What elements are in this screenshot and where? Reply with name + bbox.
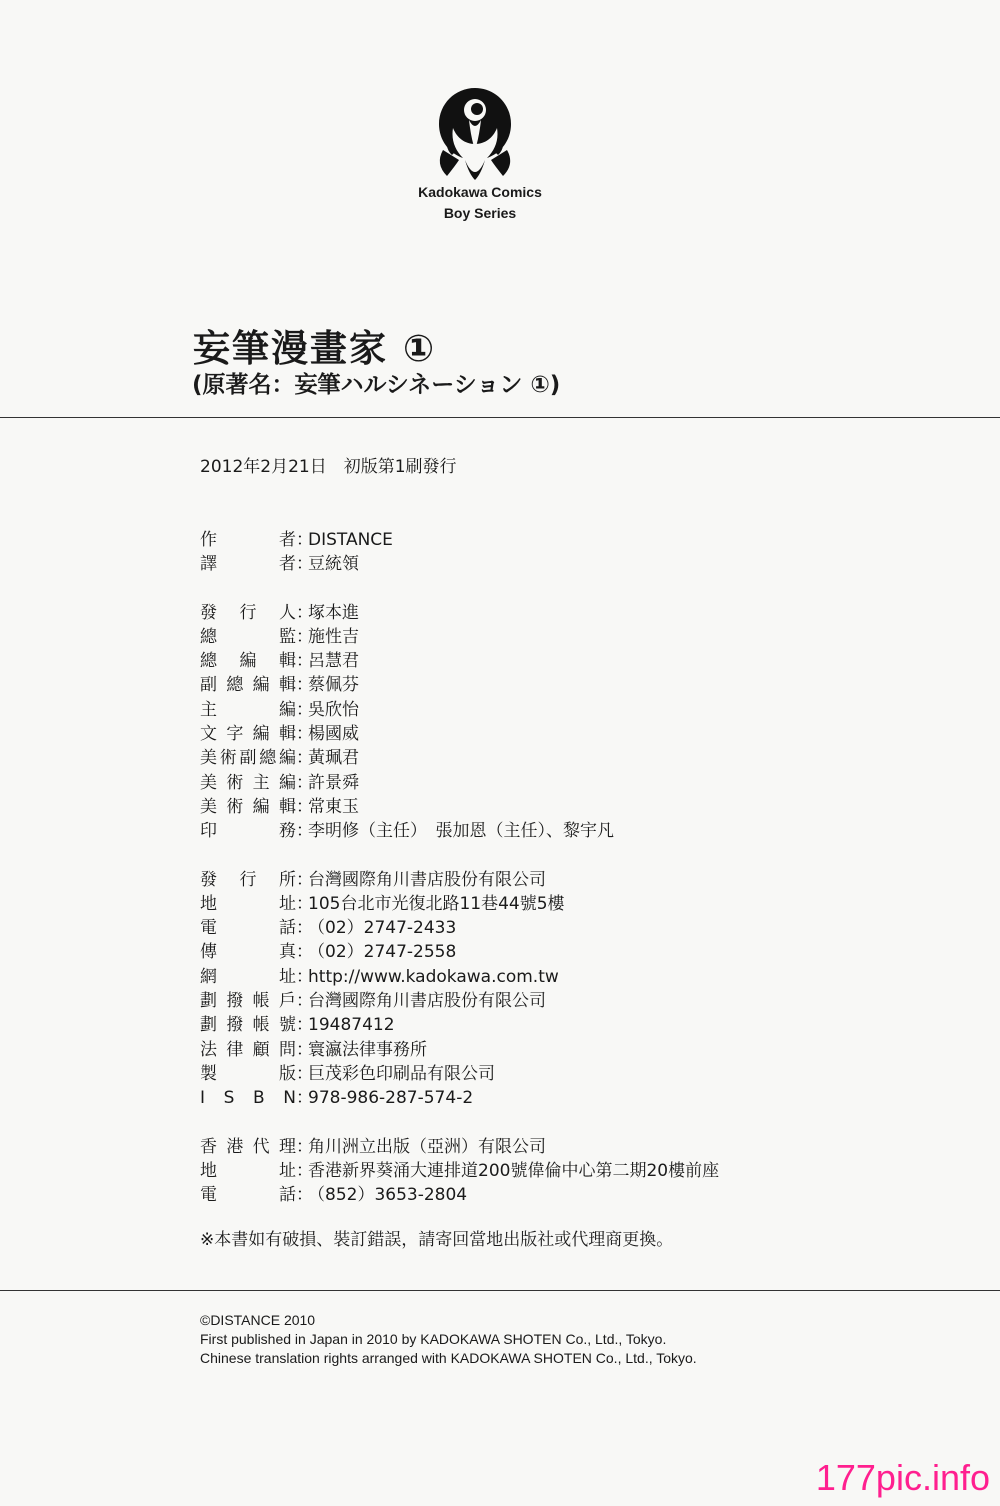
credit-row [200,940,719,964]
credit-separator: ： [296,1015,313,1036]
credit-value: 105台北市光復北路11巷44號5樓 [308,893,565,914]
credit-separator: ： [296,942,313,963]
credit-label: 印 務 [200,821,296,842]
credit-value: 常東玉 [308,796,359,817]
credit-separator: ： [296,675,313,696]
credit-row [200,965,719,989]
credits-group-hk-agent [200,1135,719,1208]
credit-row [200,795,719,819]
credit-row [200,1038,719,1062]
credit-value: 台灣國際角川書店股份有限公司 [308,991,546,1012]
credit-row [200,819,719,843]
credit-separator: ： [296,966,313,987]
group-spacer [200,844,719,868]
credit-row [200,892,719,916]
imprint-line-2: Boy Series [443,205,517,221]
credit-value: http://www.kadokawa.com.tw [308,966,559,987]
credit-row [200,916,719,940]
credit-row [200,771,719,795]
credit-value: （02）2747-2558 [308,942,457,963]
credit-separator: ： [296,530,313,550]
credit-separator: ： [296,991,313,1012]
credit-value: DISTANCE [308,530,393,550]
credit-value: 施性吉 [308,626,359,647]
credit-row [200,1062,719,1086]
credit-value: 巨茂彩色印刷品有限公司 [308,1063,495,1084]
credit-label: 劃 撥 帳 戶 [200,991,296,1012]
credit-label: 電 話 [200,918,296,939]
credit-value: 978-986-287-574-2 [308,1088,474,1109]
credit-row [200,625,719,649]
phoenix-logo-icon [425,80,525,190]
group-spacer [200,1111,719,1135]
imprint-line-1: Kadokawa Comics [418,184,542,200]
credit-label: 網 址 [200,966,296,987]
credits-block [200,528,719,1207]
credit-value: 香港新界葵涌大連排道200號偉倫中心第二期20樓前座 [308,1160,720,1181]
credit-separator: ： [296,1160,313,1181]
credit-value: 呂慧君 [308,651,359,672]
credits-group-publisher [200,868,719,1111]
credit-label: 文 字 編 輯 [200,724,296,745]
site-watermark: 177pic.info [815,1457,990,1498]
credit-label: 譯 者 [200,554,296,575]
credit-separator: ： [296,651,313,672]
credit-row [200,1086,719,1110]
credit-row [200,698,719,722]
original-title: (原著名：妄筆ハルシネーション ①) [192,372,561,398]
credit-row [200,552,719,576]
credit-label: 香 港 代 理 [200,1136,296,1157]
credit-value: 塚本進 [308,602,359,623]
credit-separator: ： [296,1088,313,1109]
copyright-block [200,1311,697,1368]
credit-separator: ： [296,893,313,914]
credit-value: （852）3653-2804 [308,1185,468,1206]
credit-row [200,673,719,697]
credit-separator: ： [296,796,313,817]
credit-separator: ： [296,1136,313,1157]
credit-row [200,722,719,746]
credit-label: 主 編 [200,699,296,720]
credit-label: 法 律 顧 問 [200,1039,296,1060]
credit-label: 傳 真 [200,942,296,963]
credit-value: 黃珮君 [308,748,359,769]
credit-value: 豆統領 [308,554,359,575]
credit-separator: ： [296,554,313,575]
credit-label: 作 者 [200,530,296,550]
credit-label: 地 址 [200,1160,296,1181]
credit-row [200,1135,719,1159]
translation-rights-line: Chinese translation rights arranged with KADOKAWA SHOTEN Co., Ltd., Tokyo. [200,1350,697,1366]
credit-separator: ： [296,1039,313,1060]
credit-row [200,528,719,552]
credit-row [200,868,719,892]
credit-value: 吳欣怡 [308,699,359,720]
group-spacer [200,577,719,601]
credit-separator: ： [296,869,313,890]
credit-row [200,746,719,770]
credit-row [200,1013,719,1037]
first-published-line: First published in Japan in 2010 by KADOKAWA SHOTEN Co., Ltd., Tokyo. [200,1331,667,1347]
credit-label: 發 行 所 [200,869,296,890]
credit-value: 李明修（主任） 張加恩（主任）、黎宇凡 [308,821,614,842]
credit-value: 蔡佩芬 [308,675,359,696]
credit-row [200,989,719,1013]
credit-separator: ： [296,1063,313,1084]
credit-label: 劃 撥 帳 號 [200,1015,296,1036]
credit-value: 台灣國際角川書店股份有限公司 [308,869,546,890]
credit-label: 美 術 編 輯 [200,796,296,817]
credit-row [200,601,719,625]
credit-label: 美 術 副 總 編 [200,748,296,769]
bottom-divider [0,1290,1000,1291]
imprint-series [380,182,580,224]
credits-group-staff [200,601,719,844]
credit-separator: ： [296,748,313,769]
credit-value: 寰瀛法律事務所 [308,1039,427,1060]
credit-separator: ： [296,724,313,745]
top-divider [0,417,1000,418]
credit-value: 角川洲立出版（亞洲）有限公司 [308,1136,546,1157]
credits-group-authors [200,528,719,577]
credit-label: 總 編 輯 [200,651,296,672]
credit-separator: ： [296,821,313,842]
credit-separator: ： [296,626,313,647]
publication-date: 2012年2月21日 初版第1刷發行 [200,457,457,477]
credit-label: I S B N [200,1088,296,1109]
copyright-line: ©DISTANCE 2010 [200,1312,316,1328]
credit-value: （02）2747-2433 [308,918,457,939]
credit-label: 電 話 [200,1185,296,1206]
credit-label: 發 行 人 [200,602,296,623]
credit-separator: ： [296,699,313,720]
credit-label: 製 版 [200,1063,296,1084]
credit-separator: ： [296,918,313,939]
credit-value: 19487412 [308,1015,395,1036]
credit-label: 地 址 [200,893,296,914]
credit-separator: ： [296,1185,313,1206]
credit-separator: ： [296,772,313,793]
credit-label: 美 術 主 編 [200,772,296,793]
credit-row [200,649,719,673]
credit-label: 副 總 編 輯 [200,675,296,696]
credit-row [200,1183,719,1207]
credit-row [200,1159,719,1183]
credit-label: 總 監 [200,626,296,647]
credit-separator: ： [296,602,313,623]
book-title: 妄筆漫畫家 ① [193,327,437,370]
credit-value: 楊國威 [308,724,359,745]
damage-notice: ※本書如有破損、裝訂錯誤，請寄回當地出版社或代理商更換。 [200,1230,674,1250]
credit-value: 許景舜 [308,772,359,793]
